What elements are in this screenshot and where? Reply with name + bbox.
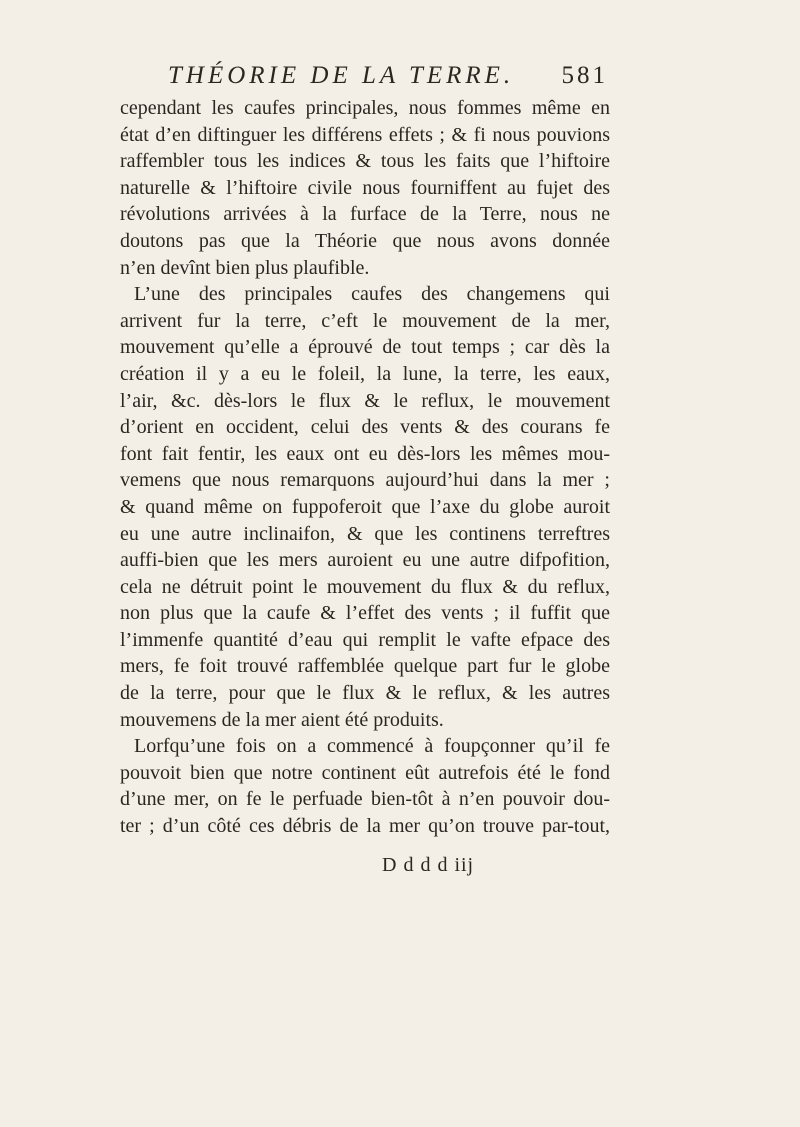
- text-line: vemens que nous remarquons aujourd’hui dans la mer ;: [120, 469, 610, 492]
- text-line: cependant les caufes principales, nous fommes même en: [120, 97, 610, 119]
- text-line: auffi-bien que les mers auroient eu une autre difpofition,: [120, 549, 610, 572]
- body-text: [120, 95, 610, 840]
- text-line: cela ne détruit point le mouvement du flux & du reflux,: [120, 575, 610, 598]
- text-line: ter ; d’un côté ces débris de la mer qu’on trouve par-tout,: [120, 815, 610, 838]
- text-line: mouvement qu’elle a éprouvé de tout temps ; car dès la: [120, 336, 610, 359]
- text-line: arrivent fur la terre, c’eft le mouvement de la mer,: [120, 309, 610, 332]
- printer-signature: D d d d iij: [382, 854, 475, 876]
- text-line: pouvoit bien que notre continent eût autrefois été le fond: [120, 761, 610, 784]
- text-line: création il y a eu le foleil, la lune, la terre, les eaux,: [120, 362, 610, 385]
- text-line: font fait fentir, les eaux ont eu dès-lors les mêmes mou-: [120, 442, 610, 465]
- running-title: THÉORIE DE LA TERRE.: [168, 62, 515, 89]
- text-line: d’une mer, on fe le perfuade bien-tôt à n’en pouvoir dou-: [120, 788, 610, 811]
- text-line: eu une autre inclinaifon, & que les continens terreftres: [120, 522, 610, 545]
- text-line: L’une des principales caufes des changemens qui: [134, 283, 610, 306]
- text-line: n’en devînt bien plus plaufible.: [120, 256, 370, 279]
- text-line: état d’en diftinguer les différens effets ; & fi nous pouvions: [120, 123, 610, 146]
- text-line: mers, fe foit trouvé raffemblée quelque part fur le globe: [120, 655, 610, 678]
- text-line: raffembler tous les indices & tous les faits que l’hiftoire: [120, 150, 610, 173]
- text-line: naturelle & l’hiftoire civile nous fourniffent au fujet des: [120, 176, 610, 199]
- text-line: non plus que la caufe & l’effet des vents ; il fuffit que: [120, 602, 610, 625]
- page-header: [168, 62, 608, 90]
- text-line: mouvemens de la mer aient été produits.: [120, 708, 444, 731]
- text-line: & quand même on fuppoferoit que l’axe du globe auroit: [120, 495, 610, 518]
- text-line: l’air, &c. dès-lors le flux & le reflux, le mouvement: [120, 389, 610, 412]
- text-line: d’orient en occident, celui des vents & des courans fe: [120, 416, 610, 439]
- text-line: révolutions arrivées à la furface de la Terre, nous ne: [120, 203, 610, 226]
- text-line: doutons pas que la Théorie que nous avons donnée: [120, 229, 610, 252]
- text-line: de la terre, pour que le flux & le reflux, & les autres: [120, 682, 610, 705]
- text-line: Lorfqu’une fois on a commencé à foupçonner qu’il fe: [134, 735, 610, 758]
- text-line: l’immenfe quantité d’eau qui remplit le vafte efpace des: [120, 628, 610, 651]
- page-number: 581: [561, 62, 608, 89]
